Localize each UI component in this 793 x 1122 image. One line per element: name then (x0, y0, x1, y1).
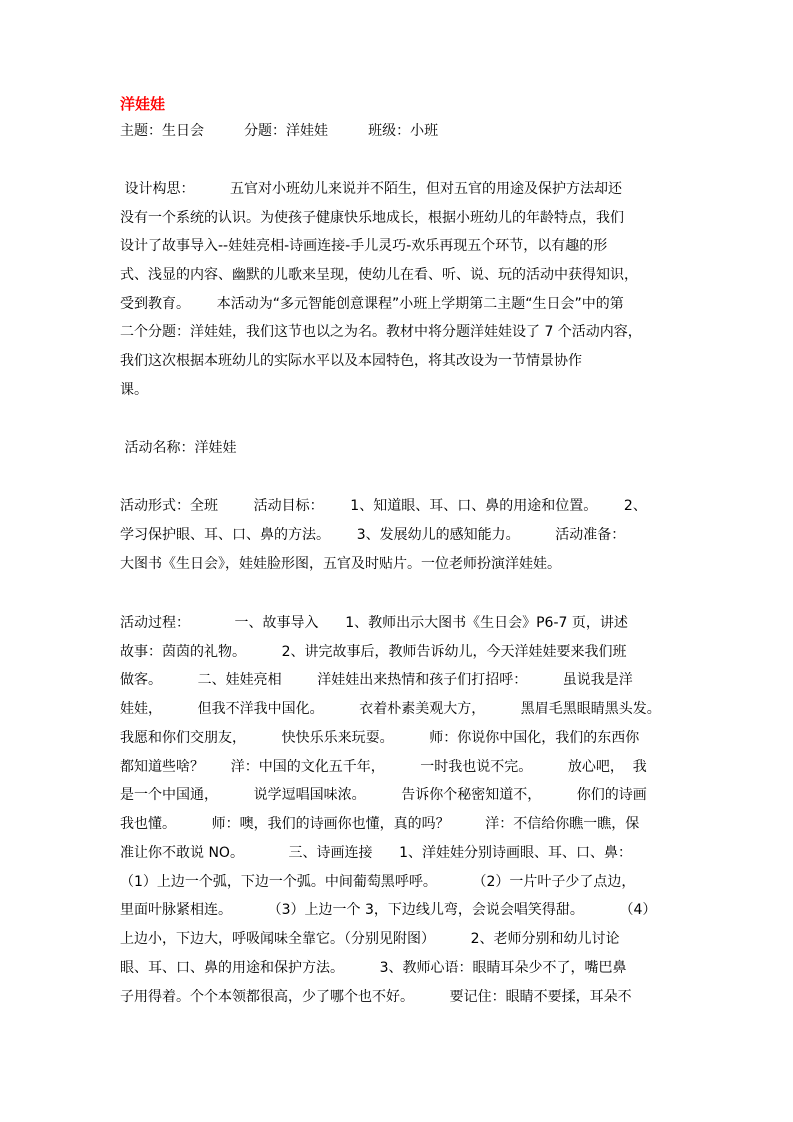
body-line: 我们这次根据本班幼儿的实际水平以及本园特色，将其改设为一节情景协作 (120, 353, 582, 369)
lesson-meta-row (120, 121, 438, 141)
body-line: 娃娃， 但我不洋我中国化。 衣着朴素美观大方， 黑眉毛黑眼睛黑头发。 (120, 701, 661, 717)
body-line: 设计构思： 五官对小班幼儿来说并不陌生，但对五官的用途及保护方法却还 (120, 181, 623, 197)
meta-class: 班级：小班 (368, 123, 439, 139)
document-title: 洋娃娃 (120, 95, 166, 113)
body-line: 子用得着。个个本领都很高，少了哪个也不好。 要记住：眼睛不要揉，耳朵不 (120, 989, 632, 1005)
meta-theme: 主题：生日会 (120, 123, 204, 139)
body-line: 做客。 二、娃娃亮相 洋娃娃出来热情和孩子们打招呼： 虽说我是洋 (120, 672, 633, 688)
body-line: 学习保护眼、耳、口、鼻的方法。 3、发展幼儿的感知能力。 活动准备： (120, 527, 626, 543)
activity-name-line: 活动名称：洋娃娃 (120, 440, 237, 456)
body-line: 受到教育。 本活动为“多元智能创意课程”小班上学期第二主题“生日会”中的第 (120, 296, 624, 312)
body-line: 我愿和你们交朋友， 快快乐乐来玩耍。 师：你说你中国化，我们的东西你 (120, 730, 640, 746)
body-line: 设计了故事导入--娃娃亮相-诗画连接-手儿灵巧-欢乐再现五个环节，以有趣的形 (120, 238, 608, 254)
body-line: 都知道些啥？ 洋：中国的文化五千年， 一时我也说不完。 放心吧， 我 (120, 759, 647, 775)
body-line: （1）上边一个弧，下边一个弧。中间葡萄黑呼呼。 （2）一片叶子少了点边， (120, 874, 636, 890)
body-line: 里面叶脉紧相连。 （3）上边一个 3，下边线儿弯，会说会唱笑得甜。 （4） (120, 902, 657, 918)
body-line: 上边小，下边大，呼吸闻味全靠它。（分别见附图） 2、老师分别和幼儿讨论 (120, 931, 620, 947)
body-line: 活动形式：全班 活动目标： 1、知道眼、耳、口、鼻的用途和位置。 2、 (120, 498, 647, 514)
body-line: 大图书《生日会》，娃娃脸形图，五官及时贴片。一位老师扮演洋娃娃。 (120, 556, 561, 572)
body-line: 是一个中国通， 说学逗唱国味浓。 告诉你个秘密知道不， 你们的诗画 (120, 787, 647, 803)
body-line: 活动过程： 一、故事导入 1、教师出示大图书《生日会》P6-7 页，讲述 (120, 615, 628, 631)
body-line: 二个分题：洋娃娃，我们这节也以之为名。教材中将分题洋娃娃设了 7 个活动内容， (120, 324, 642, 340)
meta-subtopic: 分题：洋娃娃 (244, 123, 329, 139)
body-line: 故事：茵茵的礼物。 2、讲完故事后，教师告诉幼儿，今天洋娃娃要来我们班 (120, 644, 627, 660)
body-line: 式、浅显的内容、幽默的儿歌来呈现，使幼儿在看、听、说、玩的活动中获得知识， (120, 267, 638, 283)
body-line: 准让你不敢说 NO。 三、诗画连接 1、洋娃娃分别诗画眼、耳、口、鼻： (120, 845, 633, 861)
body-line: 课。 (120, 382, 148, 398)
body-line: 没有一个系统的认识。为使孩子健康快乐地成长，根据小班幼儿的年龄特点，我们 (120, 210, 624, 226)
body-line: 眼、耳、口、鼻的用途和保护方法。 3、教师心语：眼睛耳朵少不了，嘴巴鼻 (120, 960, 627, 976)
body-line: 我也懂。 师：噢，我们的诗画你也懂，真的吗？ 洋：不信给你瞧一瞧，保 (120, 816, 640, 832)
